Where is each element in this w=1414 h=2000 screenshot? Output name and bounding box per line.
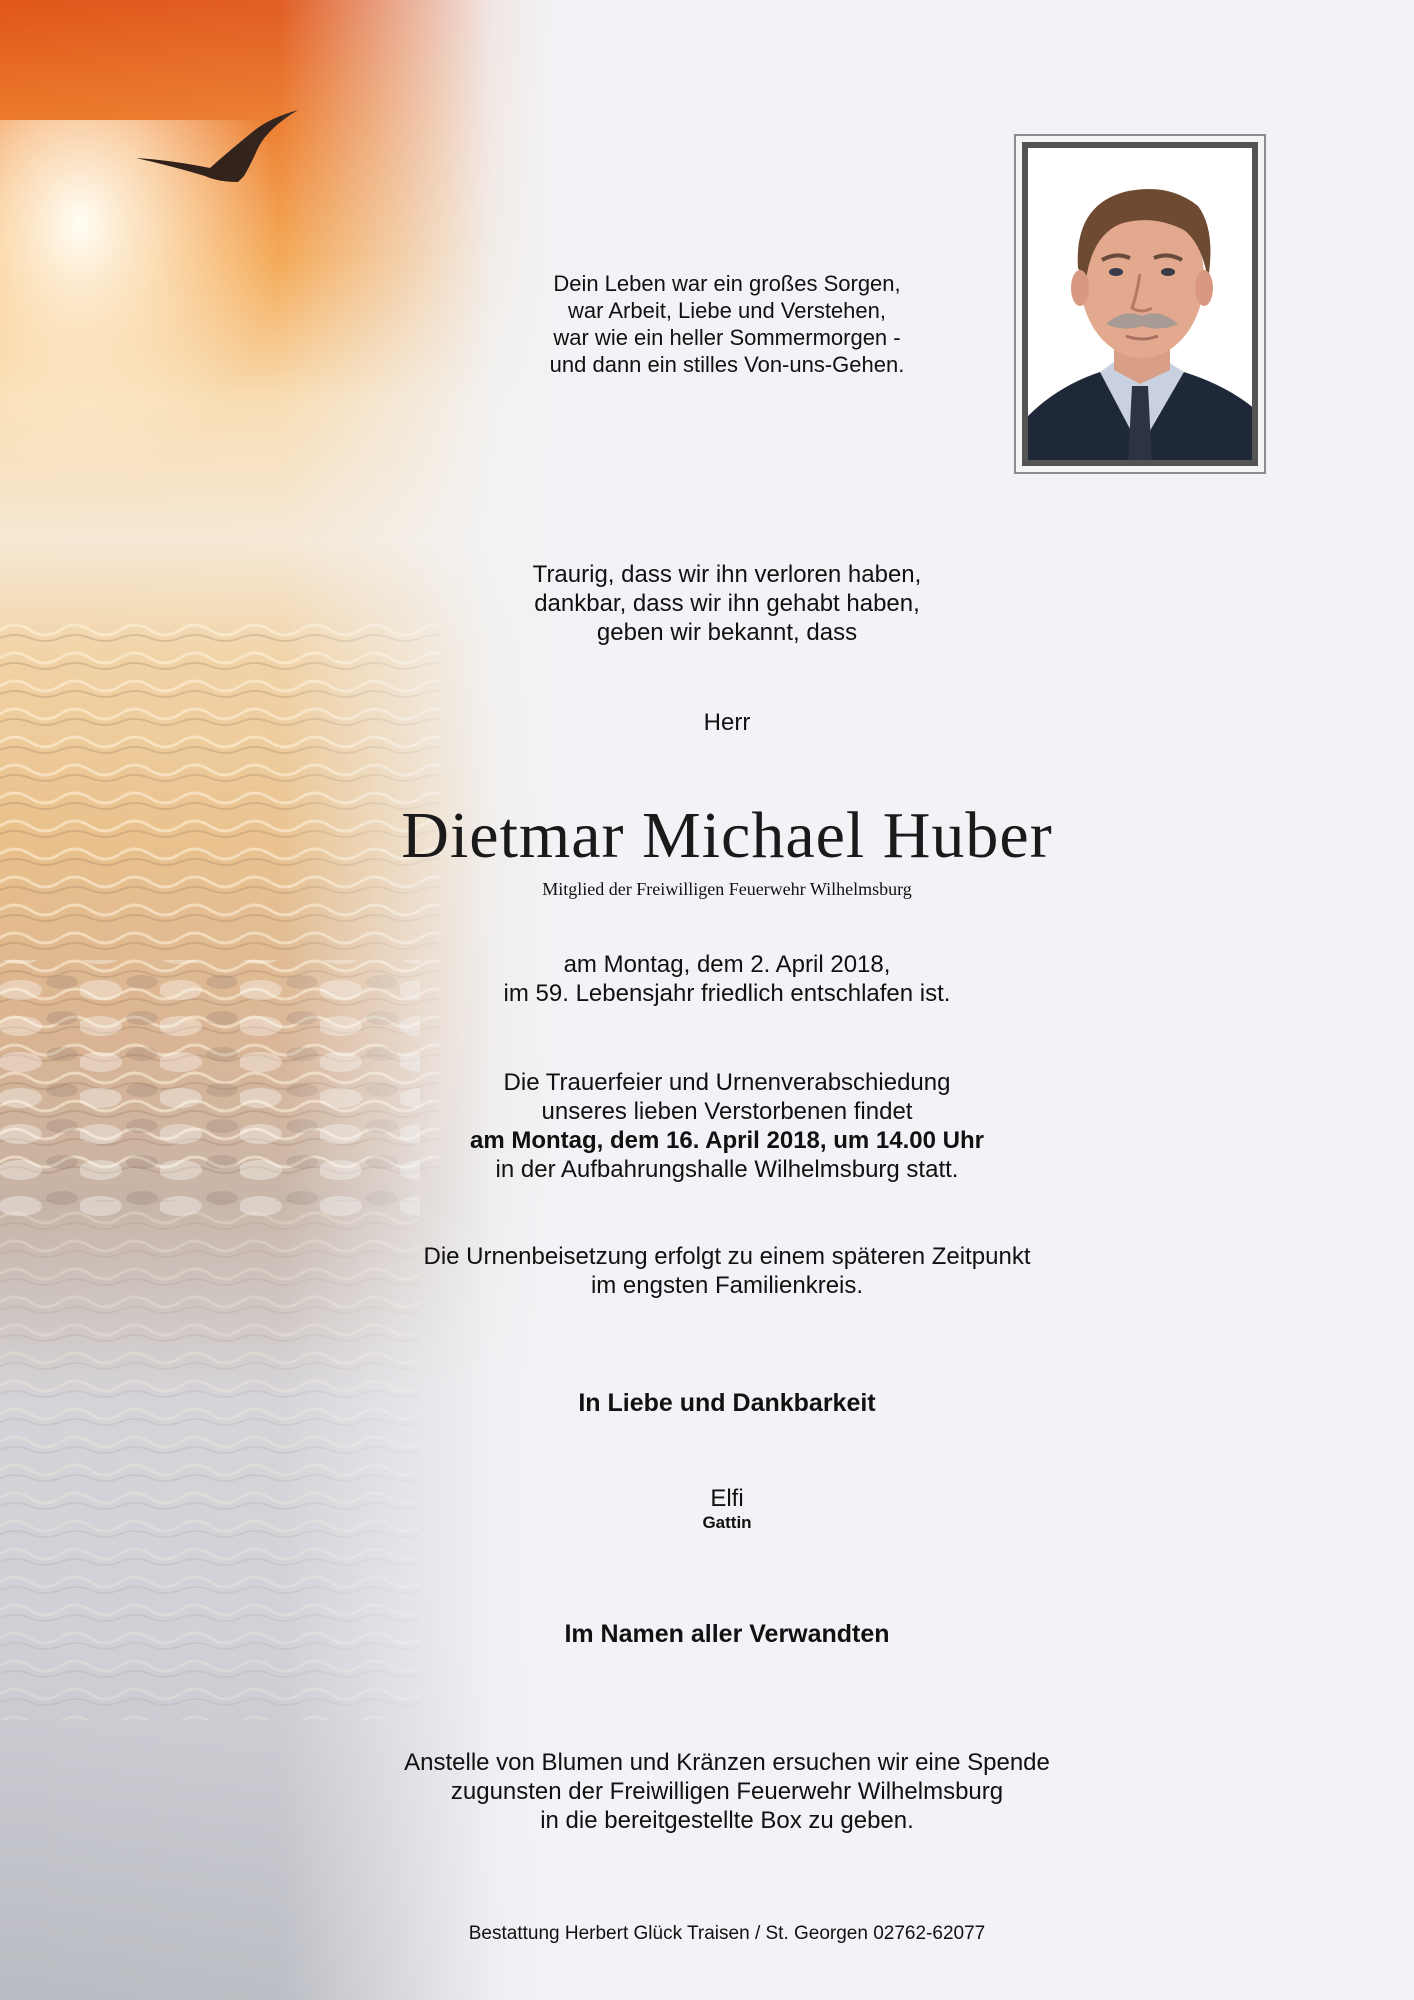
ceremony-line: Die Trauerfeier und Urnenverabschiedung (503, 1069, 951, 1096)
announcement (0, 560, 1414, 647)
verse-line: war Arbeit, Liebe und Verstehen, (568, 298, 886, 323)
membership-note: Mitglied der Freiwilligen Feuerwehr Wilhelmsburg (542, 879, 912, 899)
salutation-text: Herr (703, 709, 751, 736)
burial-line: im engsten Familienkreis. (590, 1272, 864, 1299)
closing (0, 1389, 1414, 1418)
relatives (0, 1620, 1414, 1649)
death-info-line: am Montag, dem 2. April 2018, (563, 951, 891, 978)
mourner-name: Elfi (710, 1485, 744, 1512)
ceremony-date-time: am Montag, dem 16. April 2018, um 14.00 Uhr (470, 1127, 984, 1154)
burial-info (0, 1242, 1414, 1300)
verse-line: Dein Leben war ein großes Sorgen, (553, 271, 901, 296)
announcement-line: dankbar, dass wir ihn gehabt haben, (534, 590, 920, 617)
relatives-text: Im Namen aller Verwandten (564, 1620, 890, 1648)
closing-text: In Liebe und Dankbarkeit (578, 1389, 876, 1417)
verse-line: und dann ein stilles Von-uns-Gehen. (549, 352, 905, 377)
donation-line: in die bereitgestellte Box zu geben. (540, 1807, 914, 1834)
verse-line: war wie ein heller Sommermorgen - (553, 325, 901, 350)
donation-line: Anstelle von Blumen und Kränzen ersuchen wir eine Spende (404, 1749, 1050, 1776)
portrait-photo (1022, 142, 1258, 466)
donation-request (0, 1748, 1414, 1835)
footer (0, 1922, 1414, 1946)
death-info (0, 950, 1414, 1008)
mourner (0, 1484, 1414, 1533)
donation-line: zugunsten der Freiwilligen Feuerwehr Wilhelmsburg (450, 1778, 1004, 1805)
portrait-frame (1014, 134, 1266, 474)
deceased-name: Dietmar Michael Huber (401, 799, 1053, 872)
ceremony-line: unseres lieben Verstorbenen findet (541, 1098, 913, 1125)
announcement-line: geben wir bekannt, dass (596, 619, 858, 646)
salutation (0, 708, 1414, 737)
mourner-relation: Gattin (702, 1513, 752, 1532)
portrait-image (1028, 148, 1256, 464)
funeral-home-info: Bestattung Herbert Glück Traisen / St. Georgen 02762-62077 (468, 1923, 986, 1944)
ceremony-info (0, 1068, 1414, 1184)
ceremony-place: in der Aufbahrungshalle Wilhelmsburg statt. (495, 1156, 959, 1183)
burial-line: Die Urnenbeisetzung erfolgt zu einem späteren Zeitpunkt (423, 1243, 1031, 1270)
death-info-line: im 59. Lebensjahr friedlich entschlafen ist. (503, 980, 951, 1007)
announcement-line: Traurig, dass wir ihn verloren haben, (532, 561, 922, 588)
